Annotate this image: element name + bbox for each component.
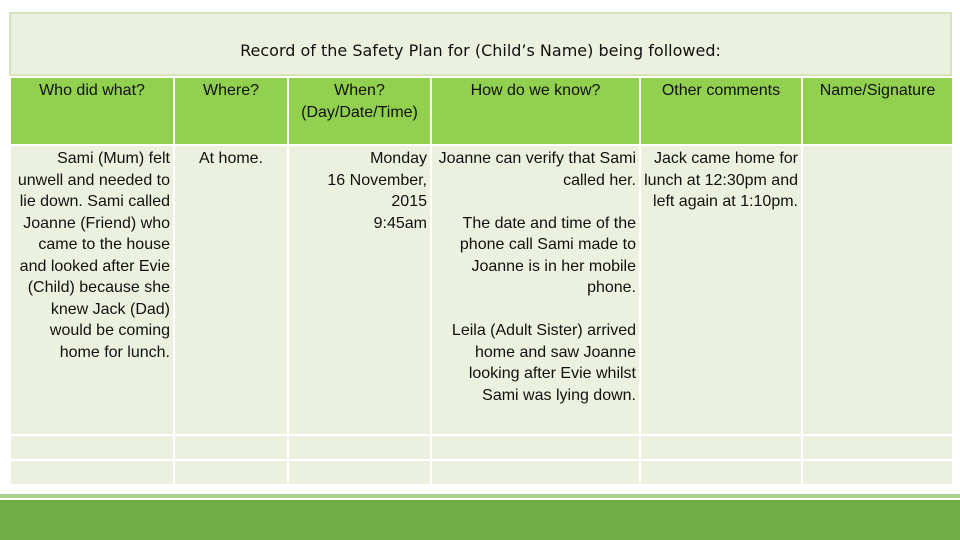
when-date: 16 November, 2015	[327, 171, 427, 210]
table-row	[10, 460, 953, 485]
header-where: Where?	[174, 77, 288, 145]
cell-who[interactable]: Sami (Mum) felt unwell and needed to lie down. Sami called Joanne (Friend) who came to the house and looked after Evie (Child) because she knew Jack (Dad) would be coming home for lunch.	[10, 145, 174, 435]
cell-when[interactable]	[288, 145, 431, 435]
empty-cell[interactable]	[10, 435, 174, 460]
empty-cell[interactable]	[431, 460, 640, 485]
header-who: Who did what?	[10, 77, 174, 145]
cell-name[interactable]	[802, 145, 953, 435]
empty-cell[interactable]	[802, 435, 953, 460]
footer-stripe	[0, 494, 960, 498]
empty-cell[interactable]	[640, 460, 802, 485]
cell-other[interactable]: Jack came home for lunch at 12:30pm and left again at 1:10pm.	[640, 145, 802, 435]
safety-plan-table	[9, 76, 954, 486]
empty-cell[interactable]	[288, 435, 431, 460]
header-how: How do we know?	[431, 77, 640, 145]
when-time: 9:45am	[373, 214, 427, 232]
table-row	[10, 145, 953, 435]
empty-cell[interactable]	[802, 460, 953, 485]
how-paragraph-2: The date and time of the phone call Sami made to Joanne is in her mobile phone.	[459, 214, 636, 296]
title-box	[9, 12, 952, 76]
header-other: Other comments	[640, 77, 802, 145]
how-paragraph-3: Leila (Adult Sister) arrived home and saw Joanne looking after Evie whilst Sami was lying down.	[451, 322, 636, 404]
empty-cell[interactable]	[288, 460, 431, 485]
table-row	[10, 435, 953, 460]
empty-cell[interactable]	[174, 460, 288, 485]
cell-how[interactable]	[431, 145, 640, 435]
empty-cell[interactable]	[640, 435, 802, 460]
header-name: Name/Signature	[802, 77, 953, 145]
header-row	[10, 77, 953, 145]
empty-cell[interactable]	[174, 435, 288, 460]
how-paragraph-1: Joanne can verify that Sami called her.	[438, 150, 636, 189]
footer-bar	[0, 500, 960, 540]
page-title: Record of the Safety Plan for (Child’s Name) being followed:	[240, 41, 721, 60]
header-when: When? (Day/Date/Time)	[288, 77, 431, 145]
cell-where[interactable]: At home.	[174, 145, 288, 435]
empty-cell[interactable]	[431, 435, 640, 460]
empty-cell[interactable]	[10, 460, 174, 485]
when-day: Monday	[370, 150, 427, 167]
